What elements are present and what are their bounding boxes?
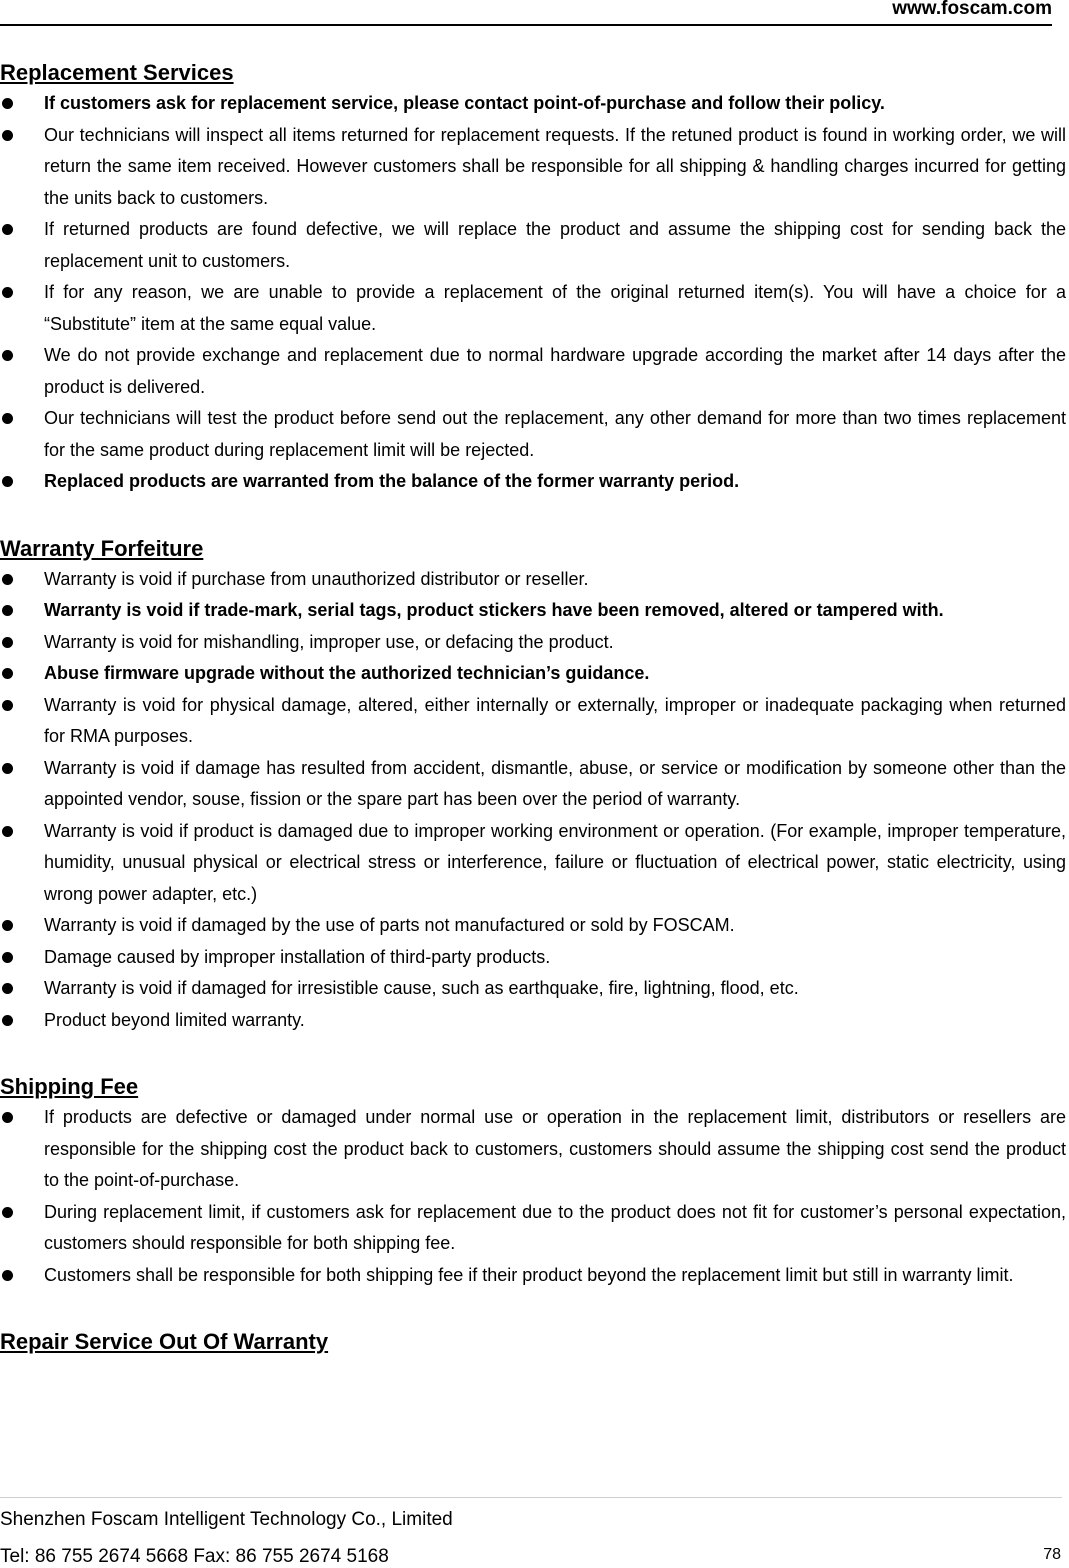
list-item: Warranty is void if damage has resulted from accident, dismantle, abuse, or service or modification by someone other than the appointed vendor, souse, fission or the spare part has been over the period of warranty. [0,753,1066,816]
list-item: We do not provide exchange and replacement due to normal hardware upgrade according the market after 14 days after the product is delivered. [0,340,1066,403]
bullet-icon [2,224,13,235]
section-title-repair: Repair Service Out Of Warranty [0,1329,329,1354]
page-number: 78 [1043,1546,1061,1563]
list-item: Warranty is void if product is damaged due to improper working environment or operation. (For example, improper temperature, humidity, unusual physical or electrical stress or interference, failure or fluctuation of electrical power, static electricity, using wrong power adapter, etc.) [0,816,1066,911]
footer-company: Shenzhen Foscam Intelligent Technology Co., Limited [0,1509,453,1530]
shipping-list [0,1102,1066,1291]
header-url: www.foscam.com [892,0,1052,19]
list-item: If products are defective or damaged under normal use or operation in the replacement limit, distributors or resellers are responsible for the shipping cost the product back to customers, customers should assume the shipping cost send the product to the point-of-purchase. [0,1102,1066,1197]
forfeiture-list [0,564,1066,1037]
list-item: Warranty is void if damaged by the use of parts not manufactured or sold by FOSCAM. [0,910,1066,942]
bullet-icon [2,350,13,361]
list-item: If returned products are found defective, we will replace the product and assume the shipping cost for sending back the replacement unit to customers. [0,214,1066,277]
list-item: Our technicians will inspect all items returned for replacement requests. If the retuned product is found in working order, we will return the same item received. However customers shall be responsible for all shipping & handling charges incurred for getting the units back to customers. [0,120,1066,215]
replacement-list [0,88,1066,498]
bullet-icon [2,605,13,616]
bullet-icon [2,1015,13,1026]
section-title-shipping: Shipping Fee [0,1074,139,1099]
bullet-icon [2,1270,13,1281]
section-title-forfeiture: Warranty Forfeiture [0,535,204,561]
list-item: Warranty is void if trade-mark, serial tags, product stickers have been removed, altered or tampered with. [0,595,1066,627]
list-item: Warranty is void for physical damage, altered, either internally or externally, improper or inadequate packaging when returned for RMA purposes. [0,690,1066,753]
bullet-icon [2,1207,13,1218]
list-item: Abuse firmware upgrade without the authorized technician’s guidance. [0,658,1066,690]
list-item: Warranty is void for mishandling, improper use, or defacing the product. [0,627,1066,659]
footer-divider [0,1497,1062,1498]
list-item: Warranty is void if purchase from unauthorized distributor or reseller. [0,564,1066,596]
bullet-icon [2,763,13,774]
bullet-icon [2,1112,13,1123]
list-item: If for any reason, we are unable to provide a replacement of the original returned item(s). You will have a choice for a “Substitute” item at the same equal value. [0,277,1066,340]
list-item: Replaced products are warranted from the balance of the former warranty period. [0,466,1066,498]
list-item: Damage caused by improper installation of third-party products. [0,942,1066,974]
page-header [0,0,1052,26]
bullet-icon [2,920,13,931]
bullet-icon [2,668,13,679]
list-item: Product beyond limited warranty. [0,1005,1066,1037]
document-body [0,58,1066,1357]
bullet-icon [2,952,13,963]
bullet-icon [2,413,13,424]
bullet-icon [2,574,13,585]
list-item: During replacement limit, if customers ask for replacement due to the product does not fit for customer’s personal expectation, customers should responsible for both shipping fee. [0,1197,1066,1260]
footer-contact: Tel: 86 755 2674 5668 Fax: 86 755 2674 5168 [0,1546,389,1567]
bullet-icon [2,826,13,837]
bullet-icon [2,700,13,711]
bullet-icon [2,98,13,109]
bullet-icon [2,130,13,141]
bullet-icon [2,287,13,298]
list-item: Our technicians will test the product before send out the replacement, any other demand for more than two times replacement for the same product during replacement limit will be rejected. [0,403,1066,466]
bullet-icon [2,476,13,487]
bullet-icon [2,637,13,648]
bullet-icon [2,983,13,994]
section-title-replacement: Replacement Services [0,60,234,85]
list-item: Customers shall be responsible for both shipping fee if their product beyond the replacement limit but still in warranty limit. [0,1260,1066,1292]
list-item: If customers ask for replacement service, please contact point-of-purchase and follow their policy. [0,88,1066,120]
list-item: Warranty is void if damaged for irresistible cause, such as earthquake, fire, lightning, flood, etc. [0,973,1066,1005]
